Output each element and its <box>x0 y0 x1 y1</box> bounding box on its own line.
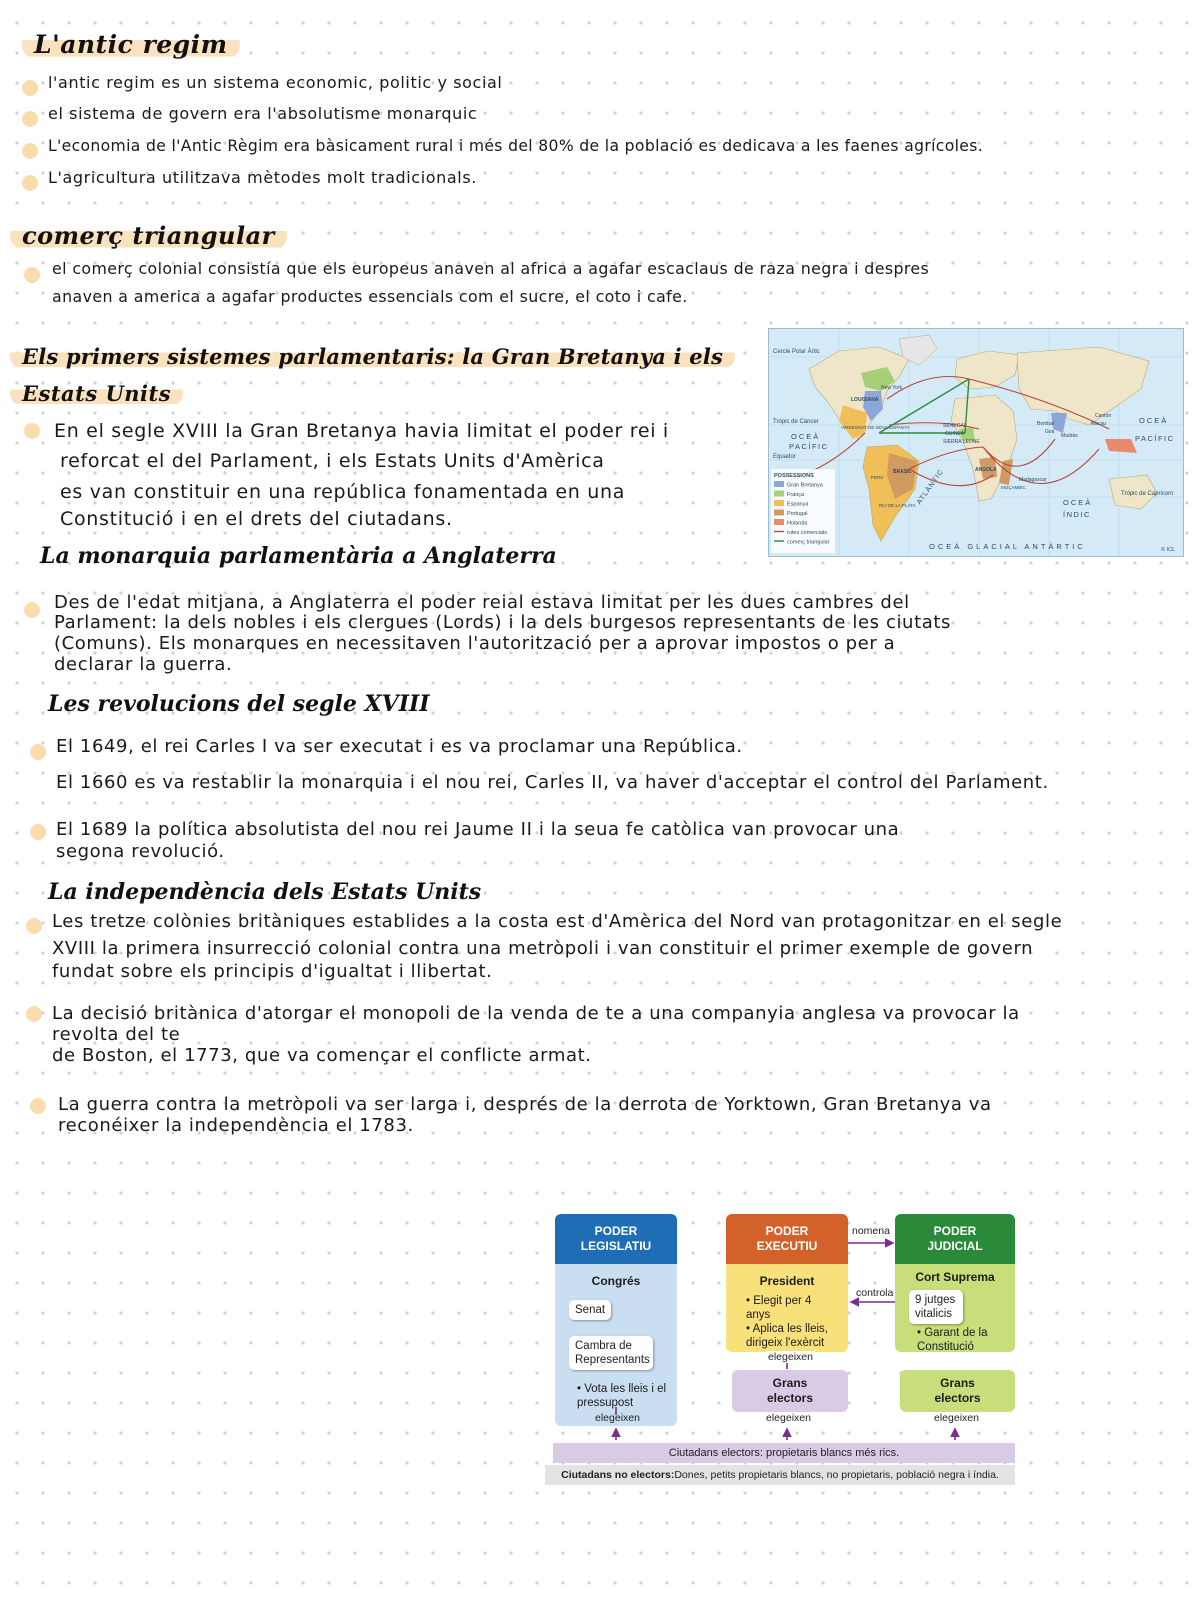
legend-label: França <box>787 492 805 498</box>
map-svg <box>769 329 1183 556</box>
president-label: President <box>759 1274 815 1288</box>
map-label: New York <box>881 385 903 391</box>
colonial-trade-map <box>768 328 1184 557</box>
section-title-parlamentaris-2 <box>10 377 183 411</box>
section-title-text: Estats Units <box>10 381 183 406</box>
legend-label: Holanda <box>787 520 808 527</box>
legend-label: comerç triangular <box>787 539 830 546</box>
legend-title: POSSESSIONS <box>774 473 814 479</box>
section4-text: (Comuns). Els monarques en necessitaven l'autorització per a aprovar impostos o per a <box>54 633 896 654</box>
bullet-dot <box>24 423 40 439</box>
voters-text: Ciutadans electors: propietaris blancs més rics. <box>668 1447 900 1459</box>
map-label: BRASIL <box>893 469 912 475</box>
us-powers-diagram <box>521 1185 1015 1510</box>
map-label: ATLÀNTIC <box>915 468 946 507</box>
section3-text: reforcat el del Parlament, i els Estats Units d'Amèrica <box>60 450 605 472</box>
map-label: Bombai <box>1037 421 1054 427</box>
grand-electors-judicial <box>900 1370 1015 1412</box>
elect-label: elegeixen <box>595 1412 640 1424</box>
congress-label: Congrés <box>591 1274 641 1288</box>
court-label: Cort Suprema <box>915 1270 995 1284</box>
map-label: Trópic de Càncer <box>773 419 819 425</box>
executive-point: • Aplica les lleis, dirigeix l'exèrcit <box>746 1323 829 1349</box>
executive-point: • Elegit per 4 anys <box>746 1295 812 1321</box>
map-label: VIRREGNAT DE NOVA ESPANYA <box>841 425 910 430</box>
section-title-comerc-triangular <box>10 219 287 253</box>
bullet-dot <box>26 1006 42 1022</box>
map-label: Madagascar <box>1019 477 1047 483</box>
section1-bullet: l'antic regim es un sistema economic, politic y social <box>48 73 503 92</box>
judicial-note: • Garant de la Constitució <box>917 1327 988 1353</box>
map-label: PACÍFIC <box>1135 434 1175 443</box>
map-label: PERÚ <box>871 475 884 480</box>
senate-box: Senat <box>569 1300 611 1320</box>
section6-text: La guerra contra la metròpoli va ser larga i, després de la derrota de Yorktown, Gran Bretanya va <box>58 1094 992 1115</box>
bullet-dot <box>26 918 42 934</box>
map-label: OCEÀ GLACIAL ANTÀRTIC <box>929 542 1086 551</box>
legislative-note: • Vota les lleis i el pressupost <box>577 1383 667 1409</box>
grand-electors-label: Grans electors <box>766 1376 814 1405</box>
legend-label: Espanya <box>787 501 809 508</box>
map-label: OCEÀ <box>1139 416 1169 425</box>
section-title-revolucions: Les revolucions del segle XVIII <box>48 691 430 717</box>
section3-text: es van constituir en una república fonamentada en una <box>60 481 626 503</box>
section4-text: declarar la guerra. <box>54 654 233 675</box>
section3-text: Constitució i en el drets del ciutadans. <box>60 508 453 530</box>
grand-electors-label: Grans electors <box>934 1376 981 1405</box>
bullet-dot <box>30 1098 46 1114</box>
bullet-dot <box>22 143 38 159</box>
non-voters-band <box>545 1465 1015 1485</box>
section6-text: La decisió britànica d'atorgar el monopoli de la venda de te a una companyia anglesa va provocar la <box>52 1003 1020 1024</box>
section5-text: El 1689 la política absolutista del nou rei Jaume II i la seua fe catòlica van provocar una <box>56 819 900 840</box>
voters-band <box>553 1443 1015 1463</box>
map-label: SENEGAL <box>943 423 967 429</box>
section1-bullet: L'economia de l'Antic Règim era bàsicament rural i més del 80% de la població es dedicava a les faenes agrícoles. <box>48 137 984 155</box>
map-label: Cercle Polar Àrtic <box>773 349 820 355</box>
legend-swatch <box>774 510 784 516</box>
section6-text: de Boston, el 1773, que va començar el conflicte armat. <box>52 1045 592 1066</box>
map-label: ANGOLA <box>975 467 997 473</box>
section-title-text: L'antic regim <box>22 30 240 59</box>
section2-text: el comerç colonial consistía que els europeus anaven al africa a agafar escaclaus de raza negra i despres <box>52 259 930 278</box>
legend-swatch <box>774 481 784 487</box>
judicial-header-text: PODER JUDICIAL <box>927 1224 983 1253</box>
non-voters-text: Dones, petits propietaris blancs, no propietaris, població negra i índia. <box>674 1469 999 1481</box>
section6-text: revolta del te <box>52 1024 181 1045</box>
map-label: Trópic de Capricorn <box>1121 491 1174 497</box>
section6-text: reconéixer la independència el 1783. <box>58 1115 414 1136</box>
legend-swatch <box>774 491 784 497</box>
section6-text: Les tretze colònies britàniques establides a la costa est d'Amèrica del Nord van protagonitzar en el segle <box>52 911 1063 932</box>
bullet-dot <box>22 111 38 127</box>
map-label: Cantón <box>1095 413 1112 419</box>
map-label: SIERRA LEONE <box>943 439 980 445</box>
section-title-text: comerç triangular <box>10 221 287 250</box>
controls-label: controla <box>856 1287 894 1299</box>
bullet-dot <box>30 744 46 760</box>
section2-text: anaven a america a agafar productes essencials com el sucre, el coto i cafe. <box>52 287 688 306</box>
legend-label: Portugal <box>787 511 808 517</box>
section5-text: El 1649, el rei Carles I va ser executat i es va proclamar una República. <box>56 736 743 757</box>
bullet-dot <box>30 824 46 840</box>
section4-text: Des de l'edat mitjana, a Anglaterra el poder reial estava limitat per les dues cambres del <box>54 592 910 613</box>
bullet-dot <box>22 80 38 96</box>
section6-text: XVIII la primera insurrecció colonial contra una metròpoli i van constituir el primer exemple de govern <box>52 938 1034 959</box>
bullet-dot <box>22 175 38 191</box>
map-label: RIU DE LA PLATA <box>879 503 916 508</box>
map-label: LOUISIANA <box>851 397 879 403</box>
asia-shape <box>1017 347 1149 425</box>
section1-bullet: el sistema de govern era l'absolutisme monarquic <box>48 104 478 123</box>
legend-swatch <box>774 500 784 506</box>
grand-electors-executive <box>732 1370 848 1412</box>
section1-bullet: L'agricultura utilitzava mètodes molt tradicionals. <box>48 168 477 187</box>
map-label: MOÇAMBIC <box>1001 485 1026 490</box>
section6-text: fundat sobre els principis d'igualtat i llibertat. <box>52 961 493 982</box>
map-label: © ICL <box>1161 547 1176 553</box>
map-label: OCEÀ <box>791 432 821 441</box>
chamber-box: Cambra de Representants <box>569 1336 653 1370</box>
non-voters-bold: Ciutadans no electors: <box>561 1469 675 1481</box>
section-title-text: Els primers sistemes parlamentaris: la Gran Bretanya i els <box>10 344 735 369</box>
map-label: ÍNDIC <box>1063 510 1091 519</box>
map-label: Equador <box>773 454 796 460</box>
legend-label: Gran Bretanya <box>787 482 823 489</box>
section-title-independencia: La independència dels Estats Units <box>48 879 482 905</box>
section-title-monarquia: La monarquia parlamentària a Anglaterra <box>40 543 557 569</box>
map-label: OCEÀ <box>1063 498 1093 507</box>
elect-label: elegeixen <box>766 1412 811 1424</box>
map-label: PACÍFIC <box>789 442 829 451</box>
section5-text: El 1660 es va restablir la monarquia i el nou rei, Carles II, va haver d'acceptar el control del Parlament. <box>56 772 1049 793</box>
map-label: Madràs <box>1061 433 1078 439</box>
section4-text: Parlament: la dels nobles i els clergues (Lords) i la dels burgesos representants de les ciutats <box>54 612 951 633</box>
map-label: Macau <box>1091 421 1107 427</box>
bullet-dot <box>24 602 40 618</box>
judges-box: 9 jutges vitalicis <box>909 1290 963 1324</box>
legislative-header-text: PODER LEGISLATIU <box>580 1224 652 1253</box>
elect-label: elegeixen <box>768 1351 813 1363</box>
section3-text: En el segle XVIII la Gran Bretanya havia limitat el poder rei i <box>54 420 669 442</box>
map-label: GUINEA <box>945 431 965 437</box>
executive-header-text: PODER EXECUTIU <box>756 1224 818 1253</box>
section-title-parlamentaris <box>10 340 735 374</box>
section5-text: segona revolució. <box>56 841 225 862</box>
section-title-antic-regim <box>22 28 240 62</box>
map-label: Goa <box>1045 429 1055 435</box>
legend-swatch <box>774 519 784 525</box>
elect-label: elegeixen <box>934 1412 979 1424</box>
bullet-dot <box>24 267 40 283</box>
legend-label: rutes comercials <box>787 530 828 536</box>
appoints-label: nomena <box>852 1225 890 1237</box>
